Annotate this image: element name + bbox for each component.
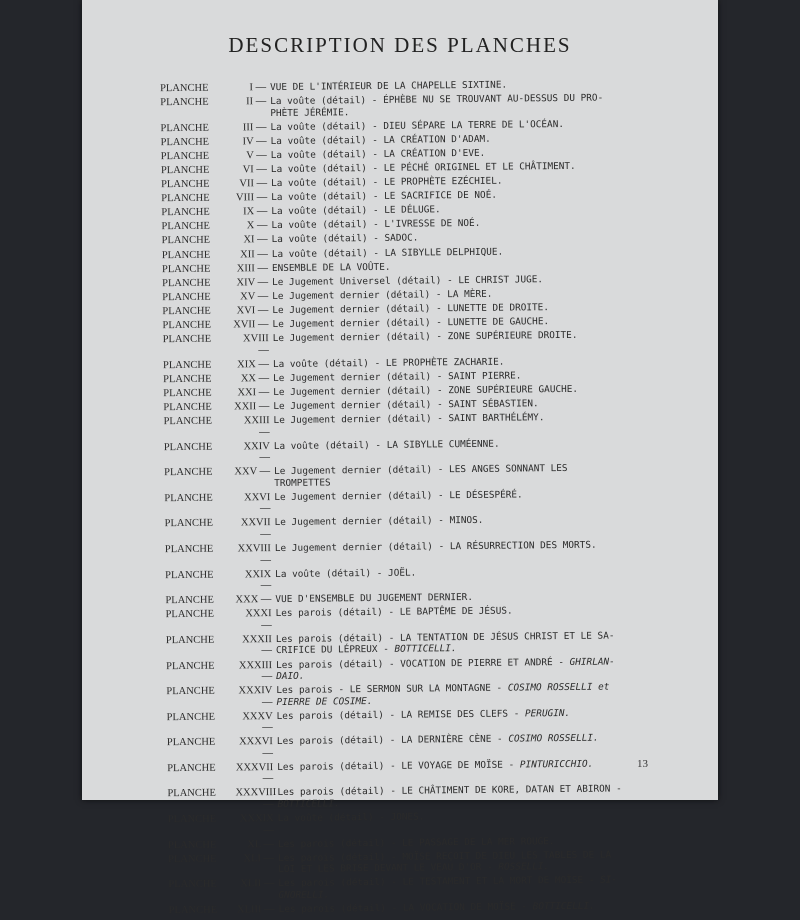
plate-description-text: Le Jugement dernier (détail) - SAINT PIERRE. bbox=[273, 370, 522, 384]
plate-entry bbox=[86, 487, 722, 517]
plate-number: XXX — bbox=[235, 594, 272, 606]
plate-number: XLIII — bbox=[236, 903, 275, 916]
plate-description-text: Les parois (détail) - VOCATION DE PIERRE ET ANDRÉ - bbox=[276, 656, 564, 671]
plate-label: PLANCHE bbox=[160, 164, 210, 177]
plate-description-text: Les parois (détail) - LE VOYAGE DE MOÏSE - bbox=[277, 759, 515, 773]
plate-description-text: Les parois (détail) - LE TESTAMENT ET LA MORT DE MOÏSE - bbox=[278, 875, 595, 890]
plate-label: PLANCHE bbox=[161, 178, 210, 191]
plate-description bbox=[278, 875, 628, 902]
plate-description bbox=[271, 203, 621, 218]
plate-entry bbox=[87, 513, 723, 543]
plate-number: XXIX — bbox=[244, 568, 272, 592]
plate-description bbox=[271, 160, 621, 175]
plate-label: PLANCHE bbox=[161, 235, 211, 247]
plate-label: PLANCHE bbox=[162, 277, 211, 289]
plate-description bbox=[276, 630, 626, 657]
plate-description bbox=[272, 259, 622, 274]
plate-entry bbox=[89, 706, 725, 736]
plate-description-text: Les parois (détail) - LA TENTATION DE JÉSUS CHRIST ET LE SA-CRIFICE DU LÉPREUX - bbox=[275, 630, 615, 657]
plate-number: XXXIII — bbox=[238, 659, 273, 683]
plate-number: IV — bbox=[242, 135, 267, 148]
plate-description bbox=[276, 681, 626, 708]
plate-entry bbox=[89, 757, 725, 787]
plate-description-text: La voûte (détail) - DIEU SÉPARE LA TERRE DE L'OCÉAN. bbox=[270, 118, 565, 133]
plate-number: III — bbox=[242, 121, 267, 134]
plate-entry bbox=[88, 604, 724, 634]
plate-label: PLANCHE bbox=[165, 608, 215, 621]
plate-number: XXIV — bbox=[243, 440, 270, 464]
plate-description bbox=[271, 174, 621, 189]
page-number: 13 bbox=[637, 758, 648, 770]
plate-description bbox=[276, 656, 626, 683]
plate-number: XXXII — bbox=[242, 633, 273, 657]
plate-description bbox=[273, 369, 623, 384]
plate-number: XV — bbox=[240, 290, 269, 303]
plate-entry bbox=[89, 732, 725, 762]
plate-label: PLANCHE bbox=[166, 660, 215, 672]
plate-number: XXV — bbox=[234, 466, 271, 478]
plate-description-text: La voûte (détail) - JONES. bbox=[277, 811, 425, 825]
plate-number: XXVI — bbox=[244, 491, 271, 515]
plate-label: PLANCHE bbox=[161, 249, 211, 261]
plate-description-text: Les parois (détail) - LA DERNIÈRE CÈNE - bbox=[276, 733, 503, 748]
plate-description-text: La voûte (détail) - LA CRÉATION D'EVE. bbox=[270, 147, 486, 161]
plate-label: PLANCHE bbox=[163, 415, 213, 428]
plate-label: PLANCHE bbox=[163, 401, 212, 414]
plate-description bbox=[275, 591, 625, 606]
plate-description bbox=[272, 287, 622, 302]
plate-description-text: Le Jugement dernier (détail) - ZONE SUPÉRIEURE DROITE. bbox=[272, 329, 578, 345]
plates-list bbox=[82, 77, 727, 920]
plate-number: XLI — bbox=[243, 852, 275, 865]
plate-description-text: Le Jugement Universel (détail) - LE CHRIST JUGE. bbox=[272, 273, 544, 288]
plate-label: PLANCHE bbox=[160, 150, 210, 163]
plate-description-text: Les parois (détail) - MOÏSE REÇOIT DE DIEU LES TABLES DE LA LOI ET LES BRISE DEVANT LE VEAU D'OR - bbox=[278, 849, 612, 876]
plate-description bbox=[275, 539, 625, 554]
plate-entry bbox=[85, 410, 721, 440]
plate-description bbox=[278, 809, 628, 824]
plate-number: I — bbox=[249, 82, 267, 94]
plate-label: PLANCHE bbox=[168, 853, 217, 865]
plate-description bbox=[271, 189, 621, 204]
plate-entry bbox=[87, 564, 723, 594]
plate-label: PLANCHE bbox=[162, 291, 211, 303]
plate-label: PLANCHE bbox=[164, 518, 214, 530]
plate-description bbox=[272, 315, 622, 330]
plate-description-text: Le Jugement dernier (détail) - LUNETTE DE GAUCHE. bbox=[272, 316, 550, 331]
plate-number: XXI — bbox=[237, 386, 270, 399]
plate-number: XXXVII — bbox=[235, 761, 274, 785]
plate-number: XXXIX — bbox=[239, 813, 274, 836]
plate-description bbox=[276, 605, 626, 620]
plate-description bbox=[272, 301, 622, 316]
plate-description bbox=[272, 273, 622, 288]
plate-number: XII — bbox=[240, 248, 268, 260]
plate-label: PLANCHE bbox=[167, 839, 217, 851]
plate-description bbox=[277, 758, 627, 773]
plate-description-text: Le Jugement dernier (détail) - LE DÉSESPÉRÉ. bbox=[274, 489, 523, 503]
plate-number: XXXI — bbox=[245, 608, 272, 631]
plate-number: XIX — bbox=[237, 358, 270, 371]
plate-description-text: La voûte (détail) - ÉPHÈBE NU SE TROUVANT AU-DESSUS DU PRO-PHÈTE JÉRÉMIE. bbox=[270, 92, 604, 119]
plate-label: PLANCHE bbox=[160, 122, 209, 134]
plate-description-text: Le Jugement dernier (détail) - ZONE SUPÉRIEURE GAUCHE. bbox=[273, 383, 579, 398]
plate-number: XI — bbox=[243, 234, 268, 246]
plate-number: XXII — bbox=[234, 401, 270, 413]
plate-label: PLANCHE bbox=[162, 305, 211, 318]
plate-description bbox=[273, 329, 623, 344]
plate-description bbox=[273, 355, 623, 370]
plate-number: XL — bbox=[247, 838, 275, 850]
plate-description bbox=[270, 78, 620, 93]
plate-label: PLANCHE bbox=[166, 685, 215, 698]
plate-description bbox=[273, 411, 623, 426]
plate-label: PLANCHE bbox=[165, 569, 214, 581]
plate-artist: PINTURICCHIO. bbox=[519, 758, 594, 771]
plate-description-text: La voûte (détail) - LE PÉCHÉ ORIGINEL ET LE CHÂTIMENT. bbox=[270, 160, 576, 175]
plate-description-text: La voûte (détail) - LA CRÉATION D'ADAM. bbox=[270, 133, 491, 147]
plate-description bbox=[277, 707, 627, 722]
plate-description bbox=[270, 118, 620, 133]
page-title: DESCRIPTION DES PLANCHES bbox=[228, 33, 572, 57]
plate-artist: PERUGIN. bbox=[524, 707, 571, 720]
plate-description bbox=[271, 217, 621, 232]
plate-description bbox=[277, 733, 627, 748]
plate-description-text: Le Jugement dernier (détail) - SAINT SÉBASTIEN. bbox=[273, 398, 539, 412]
plate-description bbox=[274, 488, 624, 503]
plate-number: XX — bbox=[240, 372, 270, 385]
plate-artist: BOTTICELLI. bbox=[277, 798, 340, 810]
plate-number: VII — bbox=[239, 178, 268, 190]
plate-label: PLANCHE bbox=[163, 387, 212, 400]
plate-description-text: Les parois (détail) - LE PASSAGE DE LA MER ROUGE. bbox=[277, 835, 555, 850]
plate-number: XVIII — bbox=[242, 333, 269, 356]
plate-label: PLANCHE bbox=[160, 96, 209, 109]
plate-description-text: La voûte (détail) - LE PROPHÈTE EZÉCHIEL. bbox=[270, 175, 503, 190]
plate-description bbox=[272, 245, 622, 260]
plate-entry bbox=[87, 538, 723, 568]
plate-description bbox=[275, 514, 625, 529]
plate-label: PLANCHE bbox=[164, 492, 213, 505]
plate-label: PLANCHE bbox=[161, 192, 210, 205]
plate-label: PLANCHE bbox=[163, 441, 213, 453]
plate-artist: COSIMO ROSSELLI et PIERRE DE COSIME. bbox=[276, 681, 610, 708]
plate-entry bbox=[88, 629, 724, 659]
plate-number: VIII — bbox=[235, 192, 268, 204]
plate-description bbox=[278, 849, 628, 876]
plate-artist: BOTTICELLI. bbox=[394, 643, 457, 656]
plate-number: XXVII — bbox=[240, 517, 271, 541]
plate-number: XVII — bbox=[233, 319, 269, 331]
plate-number: V — bbox=[246, 149, 267, 162]
plate-description bbox=[277, 784, 627, 811]
plate-description-text: Les parois (détail) - LA REMISE DES CLEFS - bbox=[276, 708, 520, 722]
plate-description-text: Le Jugement dernier (détail) - LA RÉSURRECTION DES MORTS. bbox=[274, 539, 597, 555]
plate-description-text: La voûte (détail) - LE PROPHÈTE ZACHARIE. bbox=[272, 356, 505, 370]
plate-artist: GHIRLAN-DAIO. bbox=[276, 655, 615, 682]
plate-label: PLANCHE bbox=[166, 711, 216, 723]
plate-description bbox=[272, 231, 622, 246]
plate-number: XXVIII — bbox=[237, 543, 272, 566]
plate-entry bbox=[82, 91, 718, 121]
plate-description bbox=[274, 463, 624, 490]
plate-description bbox=[279, 900, 629, 915]
plate-description bbox=[278, 835, 628, 850]
plate-description-text: Les parois (détail) - LE CHÂTIMENT DE KORE, DATAN ET ABIRON - bbox=[277, 783, 622, 799]
book-page bbox=[82, 0, 718, 917]
plate-label: PLANCHE bbox=[162, 359, 212, 371]
plate-number: VI — bbox=[242, 164, 267, 176]
plate-label: PLANCHE bbox=[167, 762, 216, 775]
plate-description bbox=[271, 146, 621, 161]
plate-label: PLANCHE bbox=[164, 543, 214, 556]
plate-label: PLANCHE bbox=[164, 466, 213, 479]
plate-artist: SI-GNORELLI. bbox=[278, 874, 618, 901]
plate-label: PLANCHE bbox=[168, 904, 218, 917]
plate-description-text: Les parois - LE SERMON SUR LA MONTAGNE - bbox=[276, 682, 503, 697]
plate-number: XXXV — bbox=[242, 710, 273, 734]
plate-description bbox=[271, 132, 621, 147]
plate-artist: ROSSELLI. bbox=[498, 861, 550, 873]
plate-entry bbox=[86, 462, 722, 492]
plate-entry bbox=[90, 848, 726, 878]
plate-number: XVI — bbox=[236, 304, 269, 317]
plate-artist: BOTTICELLI. bbox=[532, 900, 595, 913]
plate-description-text: La voûte (détail) - LE SACRIFICE DE NOÉ. bbox=[271, 189, 498, 204]
plate-number: XXIII — bbox=[243, 415, 270, 438]
plate-entry bbox=[86, 436, 722, 466]
plate-description-text: La voûte (détail) - L'IVRESSE DE NOÉ. bbox=[271, 218, 481, 232]
plate-number: XIV — bbox=[236, 276, 269, 289]
plate-number: XIII — bbox=[236, 262, 268, 275]
plate-label: PLANCHE bbox=[161, 221, 210, 233]
plate-description-text: La voûte (détail) - SADOC. bbox=[271, 232, 419, 246]
plate-entry bbox=[85, 328, 721, 358]
plate-description-text: Le Jugement dernier (détail) - LA MÈRE. bbox=[272, 288, 493, 302]
plate-description-text: La voûte (détail) - LE DÉLUGE. bbox=[271, 204, 441, 218]
plate-label: PLANCHE bbox=[160, 136, 210, 148]
plate-description bbox=[274, 437, 624, 452]
plate-description-text: Le Jugement dernier (détail) - SAINT BARTHÉLÉMY. bbox=[273, 412, 545, 427]
plate-description bbox=[273, 397, 623, 412]
plate-label: PLANCHE bbox=[168, 878, 217, 891]
plate-description-text: VUE D'ENSEMBLE DU JUGEMENT DERNIER. bbox=[275, 592, 474, 606]
plate-number: IX — bbox=[243, 206, 268, 218]
plate-label: PLANCHE bbox=[163, 373, 212, 385]
plate-description-text: ENSEMBLE DE LA VOÛTE. bbox=[271, 261, 391, 274]
plate-number: XXXVI — bbox=[239, 736, 274, 759]
plate-description-text: La voûte (détail) - JOËL. bbox=[275, 567, 417, 580]
plate-artist: COSIMO ROSSELLI. bbox=[508, 732, 599, 745]
plate-description bbox=[270, 92, 620, 119]
plate-label: PLANCHE bbox=[166, 736, 216, 749]
plate-label: PLANCHE bbox=[162, 319, 212, 332]
plate-description-text: Le Jugement dernier (détail) - MINOS. bbox=[274, 515, 484, 529]
plate-description-text: Les parois (détail) - LE BAPTÊME DE JÉSUS. bbox=[275, 605, 513, 620]
plate-entry bbox=[89, 783, 725, 813]
plate-description-text: Le Jugement dernier (détail) - LUNETTE DE DROITE. bbox=[272, 302, 550, 316]
plate-number: XXXVIII — bbox=[235, 787, 277, 811]
plate-number: X — bbox=[246, 220, 268, 232]
plate-number: XLII — bbox=[240, 878, 275, 890]
plate-description-text: La voûte (détail) - LA SIBYLLE DELPHIQUE. bbox=[271, 246, 504, 260]
plate-label: PLANCHE bbox=[161, 263, 211, 275]
plate-label: PLANCHE bbox=[165, 634, 215, 647]
plate-description-text: VUE DE L'INTÉRIEUR DE LA CHAPELLE SIXTINE. bbox=[269, 79, 508, 94]
plate-entry bbox=[88, 655, 724, 685]
plate-description-text: La voûte (détail) - LA SIBYLLE CUMÉENNE. bbox=[273, 438, 500, 452]
plate-description-text: Les parois (détail) - LA VOCATION DE MOÏSE - bbox=[278, 901, 528, 915]
plate-label: PLANCHE bbox=[161, 206, 210, 219]
plate-description bbox=[273, 383, 623, 398]
plate-label: PLANCHE bbox=[162, 333, 212, 346]
plate-label: PLANCHE bbox=[159, 82, 209, 95]
plate-description bbox=[275, 565, 625, 580]
plate-entry bbox=[88, 680, 724, 710]
plate-number: II — bbox=[246, 96, 267, 108]
plate-entry bbox=[90, 874, 726, 904]
plate-description-text: Le Jugement dernier (détail) - LES ANGES SONNANT LES TROMPETTES bbox=[274, 463, 568, 489]
plate-label: PLANCHE bbox=[167, 813, 217, 826]
plate-label: PLANCHE bbox=[167, 788, 216, 800]
plate-label: PLANCHE bbox=[165, 594, 214, 607]
plate-number: XXXIV — bbox=[238, 685, 273, 708]
plate-entry bbox=[90, 808, 726, 838]
